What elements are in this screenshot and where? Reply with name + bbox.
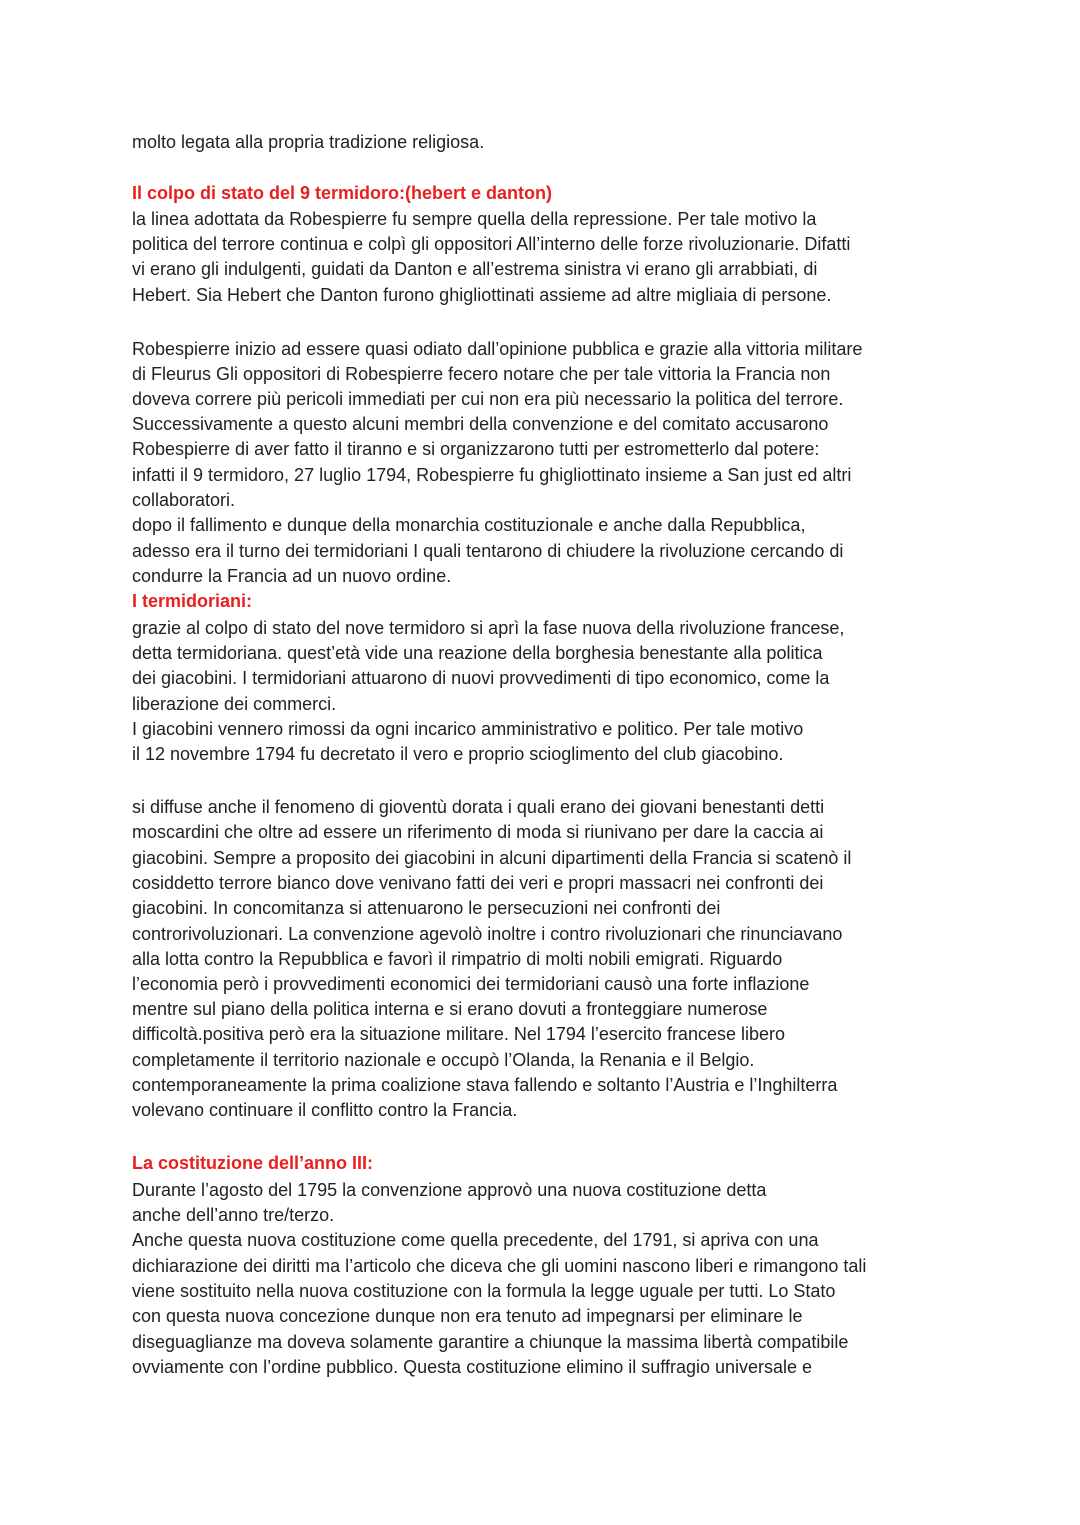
body-text-line: la linea adottata da Robespierre fu sempre quella della repressione. Per tale motivo la (132, 209, 817, 229)
body-text-line: dei giacobini. I termidoriani attuarono di nuovi provvedimenti di tipo economico, come la (132, 668, 830, 688)
body-text-line: doveva correre più pericoli immediati per cui non era più necessario la politica del terrore. (132, 389, 844, 409)
body-text-line: dopo il fallimento e dunque della monarchia costituzionale e anche dalla Repubblica, (132, 515, 806, 535)
body-text-line: di Fleurus Gli oppositori di Robespierre fecero notare che per tale vittoria la Francia non (132, 364, 831, 384)
body-text-line: il 12 novembre 1794 fu decretato il vero e proprio scioglimento del club giacobino. (132, 744, 784, 764)
body-text-line: molto legata alla propria tradizione religiosa. (132, 132, 485, 152)
body-text-line: dichiarazione dei diritti ma l’articolo che diceva che gli uomini nascono liberi e rimangono tali (132, 1256, 867, 1276)
body-text-line: Anche questa nuova costituzione come quella precedente, del 1791, si apriva con una (132, 1230, 819, 1250)
body-text-line: condurre la Francia ad un nuovo ordine. (132, 566, 452, 586)
body-text-line: infatti il 9 termidoro, 27 luglio 1794, Robespierre fu ghigliottinato insieme a San just ed altri (132, 465, 852, 485)
body-text-line: con questa nuova concezione dunque non era tenuto ad impegnarsi per eliminare le (132, 1306, 803, 1326)
body-text-line: liberazione dei commerci. (132, 694, 337, 714)
section-heading-costituzione: La costituzione dell’anno III: (132, 1153, 374, 1173)
body-text-line: moscardini che oltre ad essere un riferimento di moda si riunivano per dare la caccia ai (132, 822, 824, 842)
body-text-line: Robespierre di aver fatto il tiranno e si organizzarono tutti per estrometterlo dal potere: (132, 439, 820, 459)
body-text-line: mentre sul piano della politica interna e si erano dovuti a fronteggiare numerose (132, 999, 768, 1019)
body-text-line: grazie al colpo di stato del nove termidoro si aprì la fase nuova della rivoluzione francese, (132, 618, 845, 638)
body-text-line: collaboratori. (132, 490, 236, 510)
body-text-line: I giacobini vennero rimossi da ogni incarico amministrativo e politico. Per tale motivo (132, 719, 804, 739)
body-text-line: controrivoluzionari. La convenzione agevolò inoltre i contro rivoluzionari che rinunciavano (132, 924, 843, 944)
body-text-line: Successivamente a questo alcuni membri della convenzione e del comitato accusarono (132, 414, 829, 434)
body-text-line: Robespierre inizio ad essere quasi odiato dall’opinione pubblica e grazie alla vittoria militare (132, 339, 863, 359)
body-text-line: giacobini. In concomitanza si attenuarono le persecuzioni nei confronti dei (132, 898, 721, 918)
section-heading-colpo-di-stato: Il colpo di stato del 9 termidoro:(hebert e danton) (132, 183, 553, 203)
body-text-line: anche dell’anno tre/terzo. (132, 1205, 335, 1225)
body-text-line: Hebert. Sia Hebert che Danton furono ghigliottinati assieme ad altre migliaia di persone. (132, 285, 832, 305)
body-text-line: Durante l’agosto del 1795 la convenzione approvò una nuova costituzione detta (132, 1180, 767, 1200)
body-text-line: diseguaglianze ma doveva solamente garantire a chiunque la massima libertà compatibile (132, 1332, 849, 1352)
body-text-line: contemporaneamente la prima coalizione stava fallendo e soltanto l’Austria e l’Inghilterra (132, 1075, 838, 1095)
body-text-line: l’economia però i provvedimenti economici dei termidoriani causò una forte inflazione (132, 974, 810, 994)
body-text-line: ovviamente con l’ordine pubblico. Questa costituzione elimino il suffragio universale e (132, 1357, 813, 1377)
body-text-line: si diffuse anche il fenomeno di gioventù dorata i quali erano dei giovani benestanti detti (132, 797, 825, 817)
body-text-line: completamente il territorio nazionale e occupò l’Olanda, la Renania e il Belgio. (132, 1050, 755, 1070)
body-text-line: vi erano gli indulgenti, guidati da Danton e all’estrema sinistra vi erano gli arrabbiati, di (132, 259, 818, 279)
body-text-line: difficoltà.positiva però era la situazione militare. Nel 1794 l’esercito francese libero (132, 1024, 786, 1044)
body-text-line: politica del terrore continua e colpì gli oppositori All’interno delle forze rivoluzionarie. Difatti (132, 234, 851, 254)
body-text-line: volevano continuare il conflitto contro la Francia. (132, 1100, 518, 1120)
body-text-line: adesso era il turno dei termidoriani I quali tentarono di chiudere la rivoluzione cercando di (132, 541, 844, 561)
body-text-line: alla lotta contro la Repubblica e favorì il rimpatrio di molti nobili emigrati. Riguardo (132, 949, 783, 969)
body-text-line: giacobini. Sempre a proposito dei giacobini in alcuni dipartimenti della Francia si scatenò il (132, 848, 852, 868)
body-text-line: cosiddetto terrore bianco dove venivano fatti dei veri e propri massacri nei confronti dei (132, 873, 824, 893)
body-text-line: viene sostituito nella nuova costituzione con la formula la legge uguale per tutti. Lo Stato (132, 1281, 836, 1301)
section-heading-termidoriani: I termidoriani: (132, 591, 253, 611)
body-text-line: detta termidoriana. quest’età vide una reazione della borghesia benestante alla politica (132, 643, 823, 663)
